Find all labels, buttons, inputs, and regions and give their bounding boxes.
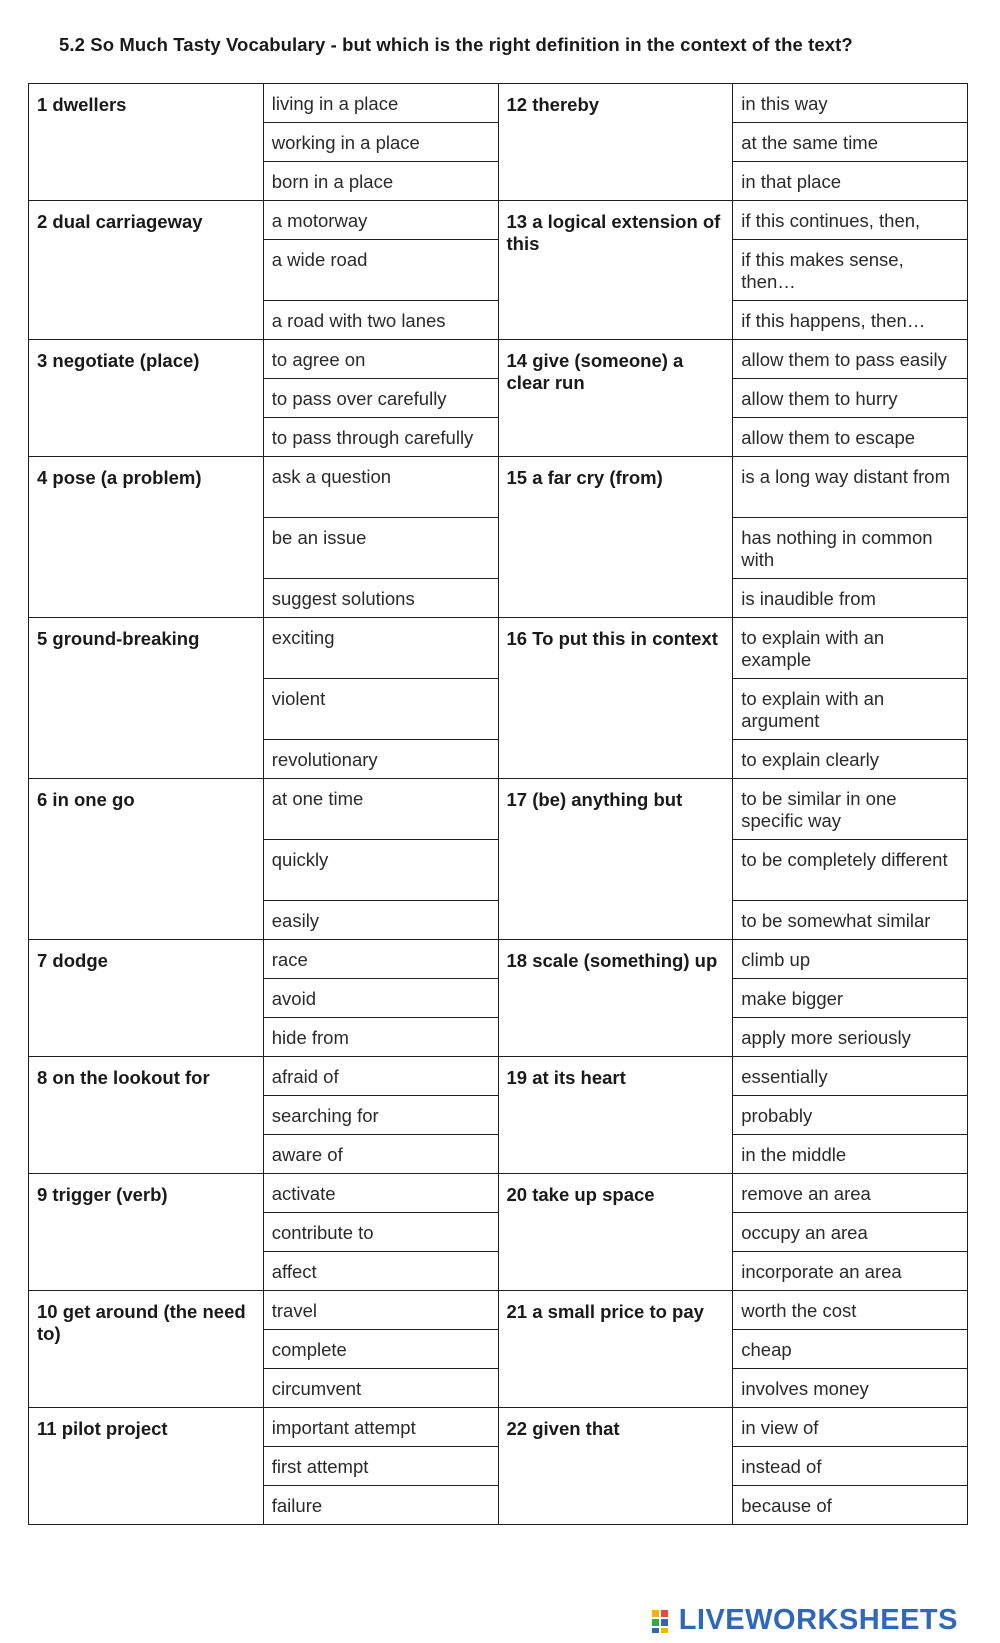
definition-option[interactable]: aware of — [263, 1135, 498, 1174]
vocab-term: 9 trigger (verb) — [29, 1174, 264, 1291]
vocab-term: 8 on the lookout for — [29, 1057, 264, 1174]
definition-option[interactable]: to explain with an argument — [733, 679, 968, 740]
definition-option[interactable]: at the same time — [733, 123, 968, 162]
definition-option[interactable]: climb up — [733, 940, 968, 979]
definition-option[interactable]: to be similar in one specific way — [733, 779, 968, 840]
vocab-term: 10 get around (the need to) — [29, 1291, 264, 1408]
definition-option[interactable]: has nothing in common with — [733, 518, 968, 579]
table-row — [29, 1408, 968, 1447]
definition-option[interactable]: probably — [733, 1096, 968, 1135]
table-row — [29, 201, 968, 240]
definition-option[interactable]: avoid — [263, 979, 498, 1018]
vocab-term: 22 given that — [498, 1408, 733, 1525]
definition-option[interactable]: a wide road — [263, 240, 498, 301]
definition-option[interactable]: first attempt — [263, 1447, 498, 1486]
vocab-term: 11 pilot project — [29, 1408, 264, 1525]
definition-option[interactable]: make bigger — [733, 979, 968, 1018]
definition-option[interactable]: a road with two lanes — [263, 301, 498, 340]
definition-option[interactable]: allow them to escape — [733, 418, 968, 457]
vocab-term: 1 dwellers — [29, 84, 264, 201]
definition-option[interactable]: suggest solutions — [263, 579, 498, 618]
vocab-term: 13 a logical extension of this — [498, 201, 733, 340]
definition-option[interactable]: failure — [263, 1486, 498, 1525]
definition-option[interactable]: remove an area — [733, 1174, 968, 1213]
vocab-term: 20 take up space — [498, 1174, 733, 1291]
definition-option[interactable]: exciting — [263, 618, 498, 679]
vocab-term: 19 at its heart — [498, 1057, 733, 1174]
definition-option[interactable]: cheap — [733, 1330, 968, 1369]
definition-option[interactable]: working in a place — [263, 123, 498, 162]
definition-option[interactable]: complete — [263, 1330, 498, 1369]
definition-option[interactable]: hide from — [263, 1018, 498, 1057]
definition-option[interactable]: living in a place — [263, 84, 498, 123]
definition-option[interactable]: if this makes sense, then… — [733, 240, 968, 301]
vocab-term: 4 pose (a problem) — [29, 457, 264, 618]
table-row — [29, 457, 968, 518]
vocab-term: 17 (be) anything but — [498, 779, 733, 940]
vocabulary-table — [28, 83, 968, 1525]
definition-option[interactable]: searching for — [263, 1096, 498, 1135]
definition-option[interactable]: apply more seriously — [733, 1018, 968, 1057]
definition-option[interactable]: violent — [263, 679, 498, 740]
definition-option[interactable]: essentially — [733, 1057, 968, 1096]
definition-option[interactable]: revolutionary — [263, 740, 498, 779]
definition-option[interactable]: in view of — [733, 1408, 968, 1447]
definition-option[interactable]: important attempt — [263, 1408, 498, 1447]
liveworksheets-logo-icon — [651, 1608, 677, 1634]
definition-option[interactable]: activate — [263, 1174, 498, 1213]
definition-option[interactable]: a motorway — [263, 201, 498, 240]
definition-option[interactable]: to agree on — [263, 340, 498, 379]
vocab-term: 2 dual carriageway — [29, 201, 264, 340]
definition-option[interactable]: instead of — [733, 1447, 968, 1486]
brand-footer — [651, 1604, 958, 1637]
table-row — [29, 1174, 968, 1213]
definition-option[interactable]: quickly — [263, 840, 498, 901]
definition-option[interactable]: involves money — [733, 1369, 968, 1408]
definition-option[interactable]: in that place — [733, 162, 968, 201]
definition-option[interactable]: occupy an area — [733, 1213, 968, 1252]
table-row — [29, 1057, 968, 1096]
definition-option[interactable]: to explain with an example — [733, 618, 968, 679]
vocab-term: 21 a small price to pay — [498, 1291, 733, 1408]
definition-option[interactable]: to be completely different — [733, 840, 968, 901]
vocab-term: 18 scale (something) up — [498, 940, 733, 1057]
definition-option[interactable]: to explain clearly — [733, 740, 968, 779]
page-title: 5.2 So Much Tasty Vocabulary - but which is the right definition in the context of the text? — [59, 34, 853, 55]
definition-option[interactable]: to pass over carefully — [263, 379, 498, 418]
brand-name: LIVEWORKSHEETS — [678, 1604, 958, 1636]
table-row — [29, 340, 968, 379]
definition-option[interactable]: race — [263, 940, 498, 979]
table-row — [29, 84, 968, 123]
definition-option[interactable]: easily — [263, 901, 498, 940]
vocab-term: 12 thereby — [498, 84, 733, 201]
definition-option[interactable]: allow them to hurry — [733, 379, 968, 418]
definition-option[interactable]: affect — [263, 1252, 498, 1291]
definition-option[interactable]: at one time — [263, 779, 498, 840]
definition-option[interactable]: is a long way distant from — [733, 457, 968, 518]
vocab-term: 16 To put this in context — [498, 618, 733, 779]
definition-option[interactable]: born in a place — [263, 162, 498, 201]
definition-option[interactable]: circumvent — [263, 1369, 498, 1408]
definition-option[interactable]: is inaudible from — [733, 579, 968, 618]
definition-option[interactable]: afraid of — [263, 1057, 498, 1096]
definition-option[interactable]: to pass through carefully — [263, 418, 498, 457]
definition-option[interactable]: if this continues, then, — [733, 201, 968, 240]
definition-option[interactable]: to be somewhat similar — [733, 901, 968, 940]
vocab-term: 5 ground-breaking — [29, 618, 264, 779]
definition-option[interactable]: in the middle — [733, 1135, 968, 1174]
definition-option[interactable]: because of — [733, 1486, 968, 1525]
definition-option[interactable]: if this happens, then… — [733, 301, 968, 340]
vocab-term: 14 give (someone) a clear run — [498, 340, 733, 457]
definition-option[interactable]: ask a question — [263, 457, 498, 518]
definition-option[interactable]: contribute to — [263, 1213, 498, 1252]
vocab-term: 15 a far cry (from) — [498, 457, 733, 618]
table-row — [29, 940, 968, 979]
vocab-term: 6 in one go — [29, 779, 264, 940]
definition-option[interactable]: worth the cost — [733, 1291, 968, 1330]
definition-option[interactable]: allow them to pass easily — [733, 340, 968, 379]
vocab-term: 3 negotiate (place) — [29, 340, 264, 457]
table-row — [29, 779, 968, 840]
definition-option[interactable]: travel — [263, 1291, 498, 1330]
definition-option[interactable]: in this way — [733, 84, 968, 123]
table-row — [29, 618, 968, 679]
vocab-term: 7 dodge — [29, 940, 264, 1057]
definition-option[interactable]: be an issue — [263, 518, 498, 579]
table-row — [29, 1291, 968, 1330]
definition-option[interactable]: incorporate an area — [733, 1252, 968, 1291]
